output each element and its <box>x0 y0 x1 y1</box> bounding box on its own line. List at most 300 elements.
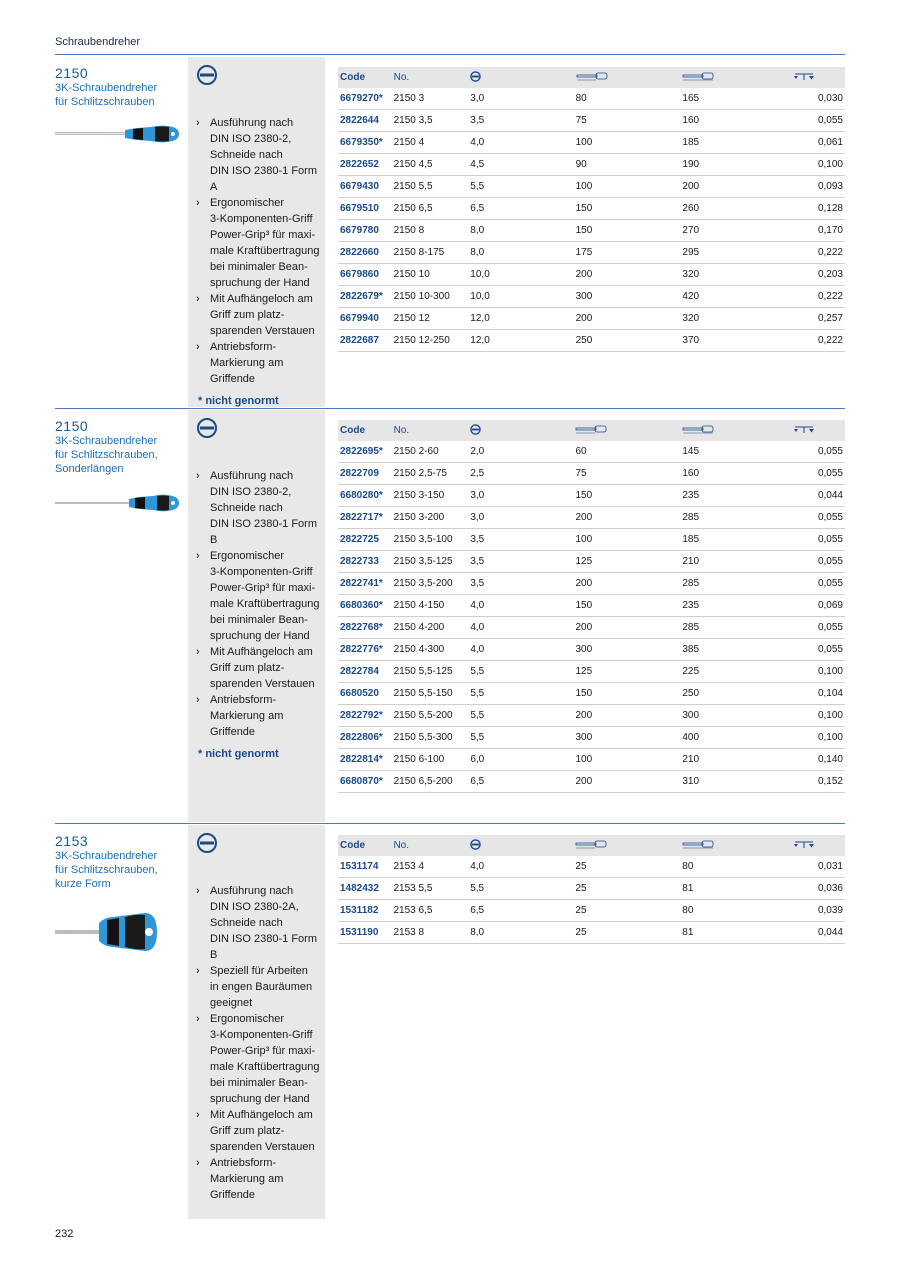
footnote: * nicht genormt <box>198 395 279 407</box>
chevron-right-icon: › <box>196 197 200 209</box>
cell-weight: 0,055 <box>791 441 845 463</box>
product-title-line: 3K-Schraubendreher <box>55 82 158 94</box>
chevron-right-icon: › <box>196 1109 200 1121</box>
cell-weight: 0,061 <box>791 132 845 154</box>
cell-code: 1531174 <box>338 856 391 878</box>
header-total-length <box>680 67 791 88</box>
header-total-length <box>680 835 791 856</box>
cell-code: 6679510 <box>338 198 392 220</box>
cell-blade-length: 25 <box>573 922 680 944</box>
feature-line: Griffende <box>210 1189 256 1201</box>
cell-no: 2150 6,5 <box>392 198 469 220</box>
cell-weight: 0,069 <box>791 595 845 617</box>
cell-blade-length: 125 <box>573 551 680 573</box>
cell-tip: 3,5 <box>468 529 573 551</box>
table-row <box>338 900 845 922</box>
cell-no: 2150 5,5-125 <box>392 661 469 683</box>
cell-weight: 0,044 <box>791 922 845 944</box>
screwdriver-image <box>55 123 180 145</box>
feature-bullet <box>196 548 325 644</box>
cell-blade-length: 200 <box>573 705 680 727</box>
feature-bullet <box>196 291 325 339</box>
chevron-right-icon: › <box>196 293 200 305</box>
cell-no: 2150 4-200 <box>392 617 469 639</box>
chevron-right-icon: › <box>196 1157 200 1169</box>
cell-blade-length: 100 <box>574 176 681 198</box>
feature-bullet <box>196 115 325 195</box>
product-title-line: für Schlitzschrauben, <box>55 449 158 461</box>
cell-total-length: 300 <box>680 705 791 727</box>
cell-total-length: 370 <box>680 330 791 352</box>
cell-blade-length: 100 <box>574 132 681 154</box>
cell-total-length: 285 <box>680 507 791 529</box>
cell-total-length: 80 <box>680 856 791 878</box>
cell-weight: 0,055 <box>791 529 845 551</box>
feature-line: Griff zum platz- <box>210 662 285 674</box>
product-section-2150-sonderlaengen <box>55 408 845 822</box>
cell-no: 2150 10-300 <box>392 286 469 308</box>
cell-tip: 5,5 <box>468 683 573 705</box>
features-panel <box>188 57 325 407</box>
table-row <box>338 264 845 286</box>
features-panel <box>188 410 325 822</box>
feature-line: Antriebsform- <box>210 1157 277 1169</box>
cell-weight: 0,055 <box>791 639 845 661</box>
feature-line: Markierung am <box>210 1173 284 1185</box>
cell-blade-length: 25 <box>573 878 680 900</box>
cell-code: 6679430 <box>338 176 392 198</box>
cell-code: 6679940 <box>338 308 392 330</box>
cell-total-length: 225 <box>680 661 791 683</box>
cell-total-length: 235 <box>680 485 791 507</box>
cell-weight: 0,039 <box>791 900 845 922</box>
cell-total-length: 80 <box>680 900 791 922</box>
feature-line: 3-Komponenten-Griff <box>210 566 313 578</box>
feature-line: male Kraftübertragung <box>210 245 320 257</box>
cell-total-length: 320 <box>680 308 791 330</box>
header-tip <box>468 420 573 441</box>
cell-blade-length: 125 <box>573 661 680 683</box>
cell-total-length: 145 <box>680 441 791 463</box>
cell-no: 2150 2,5-75 <box>392 463 469 485</box>
cell-tip: 8,0 <box>468 220 573 242</box>
feature-line: Ergonomischer <box>210 550 284 562</box>
cell-no: 2150 4,5 <box>392 154 469 176</box>
cell-tip: 5,5 <box>468 878 573 900</box>
cell-tip: 3,5 <box>468 551 573 573</box>
cell-blade-length: 150 <box>573 485 680 507</box>
cell-weight: 0,100 <box>791 154 845 176</box>
feature-line: spruchung der Hand <box>210 277 310 289</box>
screwdriver-image <box>55 492 180 514</box>
cell-code: 6680360* <box>338 595 392 617</box>
table-row <box>338 485 845 507</box>
feature-line: 3-Komponenten-Griff <box>210 1029 313 1041</box>
cell-code: 2822652 <box>338 154 392 176</box>
total-length-icon <box>682 840 714 849</box>
cell-blade-length: 300 <box>573 639 680 661</box>
cell-total-length: 270 <box>680 220 791 242</box>
table-row <box>338 878 845 900</box>
cell-blade-length: 175 <box>574 242 681 264</box>
header-total-length <box>680 420 791 441</box>
cell-blade-length: 150 <box>573 683 680 705</box>
cell-blade-length: 200 <box>573 573 680 595</box>
cell-blade-length: 75 <box>574 110 681 132</box>
cell-total-length: 185 <box>680 529 791 551</box>
feature-line: Ausführung nach <box>210 885 294 897</box>
cell-tip: 5,5 <box>468 661 573 683</box>
cell-total-length: 185 <box>680 132 791 154</box>
feature-line: Mit Aufhängeloch am <box>210 293 313 305</box>
cell-no: 2150 3 <box>392 88 469 110</box>
cell-no: 2150 12 <box>392 308 469 330</box>
cell-code: 2822679* <box>338 286 392 308</box>
feature-bullet <box>196 692 325 740</box>
cell-no: 2150 6-100 <box>392 749 469 771</box>
slot-tip-icon <box>470 839 481 850</box>
cell-total-length: 260 <box>680 198 791 220</box>
feature-line: Power-Grip³ für maxi- <box>210 1045 316 1057</box>
cell-code: 6680520 <box>338 683 392 705</box>
cell-weight: 0,222 <box>791 242 845 264</box>
header-tip <box>468 67 573 88</box>
cell-weight: 0,100 <box>791 705 845 727</box>
cell-total-length: 160 <box>680 110 791 132</box>
feature-line: bei minimaler Bean- <box>210 1077 308 1089</box>
cell-weight: 0,055 <box>791 573 845 595</box>
feature-line: Schneide nach <box>210 917 283 929</box>
header-blade-length <box>573 835 680 856</box>
product-title-line: 3K-Schraubendreher <box>55 850 158 862</box>
features-panel <box>188 825 325 1219</box>
feature-line: sparenden Verstauen <box>210 1141 315 1153</box>
weight-icon <box>793 425 815 434</box>
cell-code: 2822725 <box>338 529 392 551</box>
feature-line: Ausführung nach <box>210 470 294 482</box>
feature-line: spruchung der Hand <box>210 630 310 642</box>
cell-tip: 12,0 <box>468 330 573 352</box>
cell-code: 2822768* <box>338 617 392 639</box>
table-row <box>338 176 845 198</box>
cell-no: 2150 8-175 <box>392 242 469 264</box>
feature-line: DIN ISO 2380-2, <box>210 486 292 498</box>
feature-line: Markierung am <box>210 357 284 369</box>
cell-total-length: 81 <box>680 922 791 944</box>
table-row <box>338 507 845 529</box>
table-row <box>338 132 845 154</box>
product-section-2150 <box>55 55 845 407</box>
article-table <box>338 67 845 352</box>
table-row <box>338 308 845 330</box>
cell-no: 2153 8 <box>391 922 468 944</box>
article-table <box>338 420 845 793</box>
header-no: No. <box>391 835 468 856</box>
table-row <box>338 220 845 242</box>
cell-blade-length: 75 <box>573 463 680 485</box>
cell-code: 2822717* <box>338 507 392 529</box>
feature-line: 3-Komponenten-Griff <box>210 213 313 225</box>
weight-icon <box>793 840 815 849</box>
cell-no: 2150 3,5-200 <box>392 573 469 595</box>
cell-code: 1482432 <box>338 878 391 900</box>
cell-code: 2822806* <box>338 727 392 749</box>
cell-code: 6679860 <box>338 264 392 286</box>
cell-code: 6679350* <box>338 132 392 154</box>
table-header-row <box>338 420 845 441</box>
cell-tip: 6,5 <box>468 771 573 793</box>
feature-line: sparenden Verstauen <box>210 678 315 690</box>
chevron-right-icon: › <box>196 885 200 897</box>
cell-no: 2150 4-150 <box>392 595 469 617</box>
feature-line: Griff zum platz- <box>210 1125 285 1137</box>
table-header-row <box>338 67 845 88</box>
cell-weight: 0,140 <box>791 749 845 771</box>
feature-bullet <box>196 963 325 1011</box>
feature-line: Ergonomischer <box>210 1013 284 1025</box>
cell-weight: 0,036 <box>791 878 845 900</box>
cell-total-length: 210 <box>680 551 791 573</box>
feature-line: Power-Grip³ für maxi- <box>210 582 316 594</box>
page-number: 232 <box>55 1228 74 1240</box>
feature-line: male Kraftübertragung <box>210 598 320 610</box>
cell-total-length: 420 <box>680 286 791 308</box>
cell-total-length: 190 <box>680 154 791 176</box>
table-header-row <box>338 835 845 856</box>
feature-line: in engen Bauräumen <box>210 981 313 993</box>
header-code: Code <box>338 835 391 856</box>
feature-line: Speziell für Arbeiten <box>210 965 308 977</box>
total-length-icon <box>682 72 714 81</box>
screwdriver-image <box>55 909 160 955</box>
feature-line: Power-Grip³ für maxi- <box>210 229 316 241</box>
product-title <box>55 849 185 891</box>
cell-no: 2150 12-250 <box>392 330 469 352</box>
cell-total-length: 165 <box>680 88 791 110</box>
cell-tip: 5,5 <box>468 176 573 198</box>
cell-total-length: 295 <box>680 242 791 264</box>
cell-blade-length: 150 <box>574 198 681 220</box>
cell-tip: 5,5 <box>468 727 573 749</box>
product-number: 2153 <box>55 833 89 849</box>
cell-code: 6680280* <box>338 485 392 507</box>
cell-no: 2150 3,5-125 <box>392 551 469 573</box>
cell-total-length: 310 <box>680 771 791 793</box>
cell-no: 2150 5,5-300 <box>392 727 469 749</box>
header-blade-length <box>574 67 681 88</box>
cell-total-length: 160 <box>680 463 791 485</box>
header-no: No. <box>392 420 469 441</box>
cell-code: 2822776* <box>338 639 392 661</box>
cell-code: 2822695* <box>338 441 392 463</box>
cell-blade-length: 300 <box>573 727 680 749</box>
feature-line: DIN ISO 2380-2A, <box>210 901 299 913</box>
chevron-right-icon: › <box>196 1013 200 1025</box>
cell-code: 2822814* <box>338 749 392 771</box>
feature-line: sparenden Verstauen <box>210 325 315 337</box>
cell-total-length: 200 <box>680 176 791 198</box>
chevron-right-icon: › <box>196 550 200 562</box>
product-number: 2150 <box>55 418 89 434</box>
slot-drive-icon <box>197 418 217 438</box>
cell-no: 2150 4 <box>392 132 469 154</box>
section-rule <box>55 823 845 824</box>
cell-code: 2822644 <box>338 110 392 132</box>
header-tip <box>468 835 573 856</box>
cell-tip: 3,0 <box>468 485 573 507</box>
table-row <box>338 286 845 308</box>
product-title-line: kurze Form <box>55 878 111 890</box>
cell-weight: 0,203 <box>791 264 845 286</box>
product-title-line: Sonderlängen <box>55 463 124 475</box>
feature-bullet <box>196 195 325 291</box>
blade-length-icon <box>575 840 607 849</box>
table-row <box>338 727 845 749</box>
feature-line: Ausführung nach <box>210 117 294 129</box>
cell-no: 2153 6,5 <box>391 900 468 922</box>
feature-bullet <box>196 339 325 387</box>
cell-weight: 0,055 <box>791 110 845 132</box>
cell-total-length: 285 <box>680 573 791 595</box>
cell-tip: 6,0 <box>468 749 573 771</box>
cell-tip: 12,0 <box>468 308 573 330</box>
feature-line: Antriebsform- <box>210 341 277 353</box>
cell-code: 2822784 <box>338 661 392 683</box>
chapter-title: Schraubendreher <box>55 36 141 48</box>
cell-no: 2150 3,5 <box>392 110 469 132</box>
table-row <box>338 529 845 551</box>
cell-no: 2150 3-200 <box>392 507 469 529</box>
cell-blade-length: 200 <box>574 308 681 330</box>
cell-blade-length: 200 <box>573 507 680 529</box>
cell-total-length: 250 <box>680 683 791 705</box>
cell-total-length: 235 <box>680 595 791 617</box>
cell-weight: 0,030 <box>791 88 845 110</box>
cell-total-length: 400 <box>680 727 791 749</box>
total-length-icon <box>682 425 714 434</box>
table-row <box>338 463 845 485</box>
cell-blade-length: 25 <box>573 856 680 878</box>
cell-tip: 3,0 <box>468 88 573 110</box>
cell-weight: 0,100 <box>791 661 845 683</box>
section-rule <box>55 408 845 409</box>
feature-line: male Kraftübertragung <box>210 1061 320 1073</box>
cell-code: 2822709 <box>338 463 392 485</box>
cell-no: 2150 5,5-150 <box>392 683 469 705</box>
chevron-right-icon: › <box>196 646 200 658</box>
cell-tip: 4,0 <box>468 856 573 878</box>
cell-weight: 0,093 <box>791 176 845 198</box>
feature-line: Antriebsform- <box>210 694 277 706</box>
feature-line: geeignet <box>210 997 253 1009</box>
feature-line: spruchung der Hand <box>210 1093 310 1105</box>
cell-weight: 0,031 <box>791 856 845 878</box>
cell-code: 2822741* <box>338 573 392 595</box>
blade-length-icon <box>575 425 607 434</box>
cell-tip: 2,0 <box>468 441 573 463</box>
table-row <box>338 441 845 463</box>
feature-line: Griffende <box>210 373 256 385</box>
cell-blade-length: 150 <box>573 595 680 617</box>
cell-total-length: 320 <box>680 264 791 286</box>
cell-tip: 4,0 <box>468 617 573 639</box>
cell-tip: 2,5 <box>468 463 573 485</box>
cell-blade-length: 300 <box>574 286 681 308</box>
feature-bullet <box>196 883 325 963</box>
cell-code: 1531182 <box>338 900 391 922</box>
cell-tip: 8,0 <box>468 242 573 264</box>
table-row <box>338 661 845 683</box>
header-code: Code <box>338 420 392 441</box>
feature-bullet <box>196 644 325 692</box>
cell-blade-length: 80 <box>574 88 681 110</box>
feature-line: Mit Aufhängeloch am <box>210 1109 313 1121</box>
chevron-right-icon: › <box>196 965 200 977</box>
cell-blade-length: 100 <box>573 529 680 551</box>
feature-line: Markierung am <box>210 710 284 722</box>
cell-code: 2822687 <box>338 330 392 352</box>
table-row <box>338 198 845 220</box>
header-no: No. <box>392 67 469 88</box>
feature-bullet <box>196 1155 325 1203</box>
feature-line: Griffende <box>210 726 256 738</box>
feature-line: Schneide nach <box>210 149 283 161</box>
cell-tip: 3,0 <box>468 507 573 529</box>
cell-blade-length: 100 <box>573 749 680 771</box>
cell-weight: 0,128 <box>791 198 845 220</box>
cell-weight: 0,222 <box>791 330 845 352</box>
slot-tip-icon <box>470 424 481 435</box>
cell-tip: 5,5 <box>468 705 573 727</box>
table-row <box>338 749 845 771</box>
cell-weight: 0,044 <box>791 485 845 507</box>
table-row <box>338 856 845 878</box>
cell-code: 6679270* <box>338 88 392 110</box>
header-code: Code <box>338 67 392 88</box>
feature-line: Ergonomischer <box>210 197 284 209</box>
cell-total-length: 285 <box>680 617 791 639</box>
cell-tip: 3,5 <box>468 573 573 595</box>
weight-icon <box>793 72 815 81</box>
cell-total-length: 81 <box>680 878 791 900</box>
cell-code: 1531190 <box>338 922 391 944</box>
cell-blade-length: 25 <box>573 900 680 922</box>
chevron-right-icon: › <box>196 694 200 706</box>
product-title <box>55 434 185 476</box>
cell-tip: 10,0 <box>468 286 573 308</box>
cell-weight: 0,222 <box>791 286 845 308</box>
feature-bullet <box>196 468 325 548</box>
cell-no: 2150 10 <box>392 264 469 286</box>
cell-no: 2150 6,5-200 <box>392 771 469 793</box>
cell-no: 2150 5,5 <box>392 176 469 198</box>
cell-blade-length: 250 <box>574 330 681 352</box>
slot-drive-icon <box>197 65 217 85</box>
chevron-right-icon: › <box>196 470 200 482</box>
feature-line: DIN ISO 2380-1 Form B <box>210 518 317 546</box>
cell-weight: 0,257 <box>791 308 845 330</box>
cell-code: 2822660 <box>338 242 392 264</box>
cell-tip: 4,5 <box>468 154 573 176</box>
cell-tip: 8,0 <box>468 922 573 944</box>
product-title-line: für Schlitzschrauben <box>55 96 155 108</box>
table-row <box>338 922 845 944</box>
cell-weight: 0,100 <box>791 727 845 749</box>
header-weight <box>791 67 845 88</box>
table-row <box>338 617 845 639</box>
cell-no: 2150 8 <box>392 220 469 242</box>
cell-no: 2153 5,5 <box>391 878 468 900</box>
